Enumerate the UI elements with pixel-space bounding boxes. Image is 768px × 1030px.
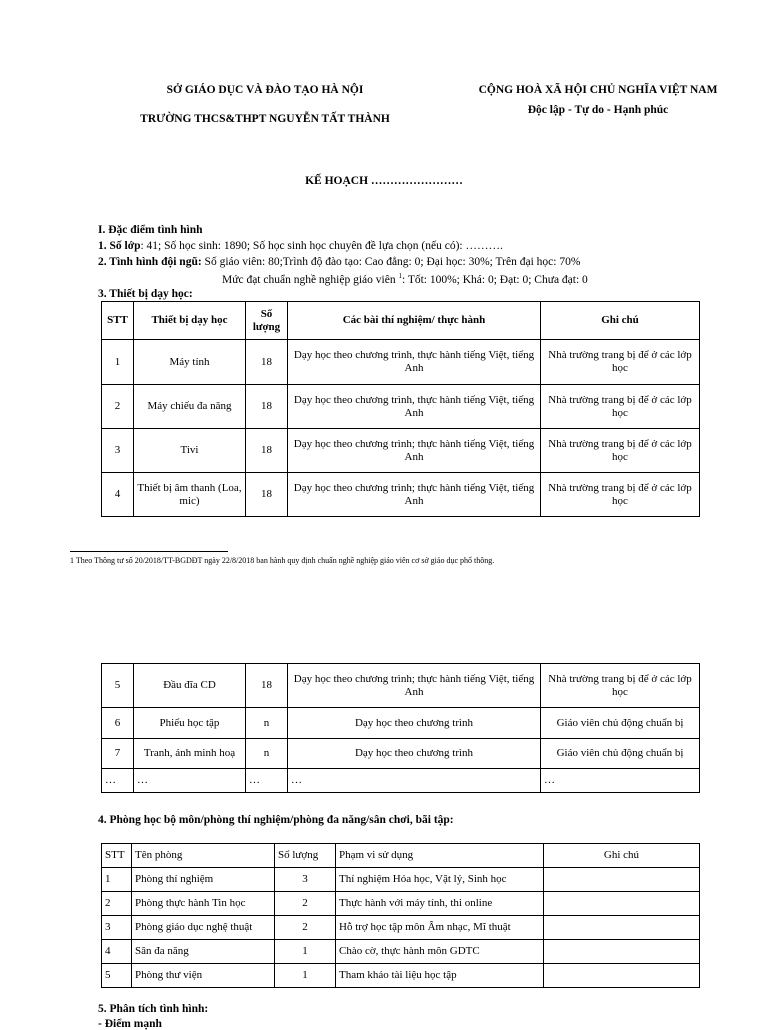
table-cell [544,892,700,916]
col-header: Phạm vi sử dụng [336,844,544,868]
table-row [102,473,700,517]
table-cell: Máy tính [134,340,246,385]
col-header: STT [102,302,134,340]
school-name: TRƯỜNG THCS&THPT NGUYỄN TẤT THÀNH [140,113,390,125]
table-cell: Nhà trường trang bị để ở các lớp học [541,429,700,473]
col-header: Số lượng [246,302,288,340]
table-cell: Chào cờ, thực hành môn GDTC [336,940,544,964]
table-cell: n [246,739,288,769]
table-row [102,385,700,429]
table-cell: 2 [275,892,336,916]
table-row [102,340,700,385]
table-cell: Dạy học theo chương trình; thực hành tiếng Việt, tiếng Anh [288,473,541,517]
table-cell: Thí nghiệm Hóa học, Vật lý, Sinh học [336,868,544,892]
table-cell: Dạy học theo chương trình, thực hành tiếng Việt, tiếng Anh [288,385,541,429]
table-cell: 5 [102,964,132,988]
table-cell: 4 [102,473,134,517]
table-cell: 18 [246,340,288,385]
section-5-sub: - Điểm mạnh [98,1018,162,1030]
table-cell: Đầu đĩa CD [134,664,246,708]
table-cell: 18 [246,473,288,517]
table-cell: Nhà trường trang bị để ở các lớp học [541,473,700,517]
col-header: Số lượng [275,844,336,868]
staff-label: 2. Tình hình đội ngũ: [98,256,202,268]
table-cell: Thực hành với máy tính, thi online [336,892,544,916]
table-cell: Phòng thí nghiệm [132,868,275,892]
table-cell: … [102,769,134,793]
table-row [102,892,700,916]
table-cell: Nhà trường trang bị để ở các lớp học [541,340,700,385]
standard-text-a: Mức đạt chuẩn nghề nghiệp giáo viên [222,273,399,286]
table-cell: Dạy học theo chương trình [288,708,541,739]
table-cell: Phòng giáo dục nghệ thuật [132,916,275,940]
table-cell [544,940,700,964]
table-cell: Dạy học theo chương trình; thực hành tiếng Việt, tiếng Anh [288,429,541,473]
table-cell: Tham khảo tài liệu học tập [336,964,544,988]
table-cell: … [288,769,541,793]
staff-text: Số giáo viên: 80;Trình độ đào tạo: Cao đẳng: 0; Đại học: 30%; Trên đại học: 70% [201,256,581,268]
table-header-row [102,844,700,868]
class-count-label: 1. Số lớp [98,240,141,252]
table-cell: Tranh, ảnh minh hoạ [134,739,246,769]
table-cell: 3 [275,868,336,892]
table-cell: Tivi [134,429,246,473]
table-cell: … [134,769,246,793]
table-cell: Nhà trường trang bị để ở các lớp học [541,664,700,708]
footnote-ref: 1 [398,272,402,280]
table-row [102,769,700,793]
col-header: Ghi chú [541,302,700,340]
table-cell: 1 [102,340,134,385]
col-header: Tên phòng [132,844,275,868]
table-cell: 1 [275,964,336,988]
equipment-table [101,301,700,517]
table-cell: Hỗ trợ học tập môn Âm nhạc, Mĩ thuật [336,916,544,940]
table-row [102,739,700,769]
col-header: STT [102,844,132,868]
standard-text-b: : Tốt: 100%; Khá: 0; Đạt: 0; Chưa đạt: 0 [401,273,588,286]
table-row [102,708,700,739]
class-count-text: : 41; Số học sinh: 1890; Số học sinh học chuyên đề lựa chọn (nếu có): ………. [140,240,503,252]
section-5-heading: 5. Phân tích tình hình: [98,1003,209,1015]
table-cell: Nhà trường trang bị để ở các lớp học [541,385,700,429]
class-count-line [98,240,503,252]
table-cell: 4 [102,940,132,964]
table-header-row [102,302,700,340]
table-cell: Dạy học theo chương trình, thực hành tiếng Việt, tiếng Anh [288,340,541,385]
footnote: 1 Theo Thông tư số 20/2018/TT-BGDĐT ngày 22/8/2018 ban hành quy định chuẩn nghề nghiệp giáo viên cơ sở giáo dục phổ thông. [70,556,495,565]
section-1-heading: I. Đặc điểm tình hình [98,224,203,236]
equipment-table-continued [101,663,700,793]
rooms-table [101,843,700,988]
table-cell: Phòng thực hành Tin học [132,892,275,916]
table-cell: 7 [102,739,134,769]
table-cell: 18 [246,429,288,473]
document-title: KẾ HOẠCH …………………… [305,175,463,187]
table-cell: 1 [275,940,336,964]
table-cell: Dạy học theo chương trình [288,739,541,769]
table-row [102,916,700,940]
table-cell: 2 [275,916,336,940]
table-cell: n [246,708,288,739]
table-row [102,429,700,473]
table-cell: 18 [246,385,288,429]
table-cell: Giáo viên chủ động chuẩn bị [541,708,700,739]
table-cell: 5 [102,664,134,708]
country-name: CỘNG HOÀ XÃ HỘI CHỦ NGHĨA VIỆT NAM [478,84,718,96]
table-row [102,868,700,892]
table-row [102,664,700,708]
standard-line [222,272,588,286]
table-cell: Phiếu học tập [134,708,246,739]
staff-line [98,256,580,268]
table-cell [544,868,700,892]
national-motto: Độc lập - Tự do - Hạnh phúc [527,104,669,116]
equipment-heading: 3. Thiết bị dạy học: [98,288,193,300]
table-cell: 3 [102,916,132,940]
table-cell: Máy chiếu đa năng [134,385,246,429]
table-cell: Sân đa năng [132,940,275,964]
section-4-heading: 4. Phòng học bộ môn/phòng thí nghiệm/phòng đa năng/sân chơi, bãi tập: [98,814,454,826]
table-cell [544,916,700,940]
table-cell: 3 [102,429,134,473]
table-cell: Dạy học theo chương trình; thực hành tiếng Việt, tiếng Anh [288,664,541,708]
table-cell: … [541,769,700,793]
table-cell: 1 [102,868,132,892]
table-cell: Giáo viên chủ động chuẩn bị [541,739,700,769]
table-cell: 18 [246,664,288,708]
col-header: Ghi chú [544,844,700,868]
table-cell: 6 [102,708,134,739]
col-header: Các bài thí nghiệm/ thực hành [288,302,541,340]
footnote-separator [70,551,228,552]
table-cell: … [246,769,288,793]
table-cell: Phòng thư viện [132,964,275,988]
col-header: Thiết bị dạy học [134,302,246,340]
table-cell: 2 [102,892,132,916]
table-row [102,940,700,964]
table-cell: 2 [102,385,134,429]
table-cell: Thiết bị âm thanh (Loa, mic) [134,473,246,517]
table-row [102,964,700,988]
department-name: SỞ GIÁO DỤC VÀ ĐÀO TẠO HÀ NỘI [166,84,364,96]
table-cell [544,964,700,988]
